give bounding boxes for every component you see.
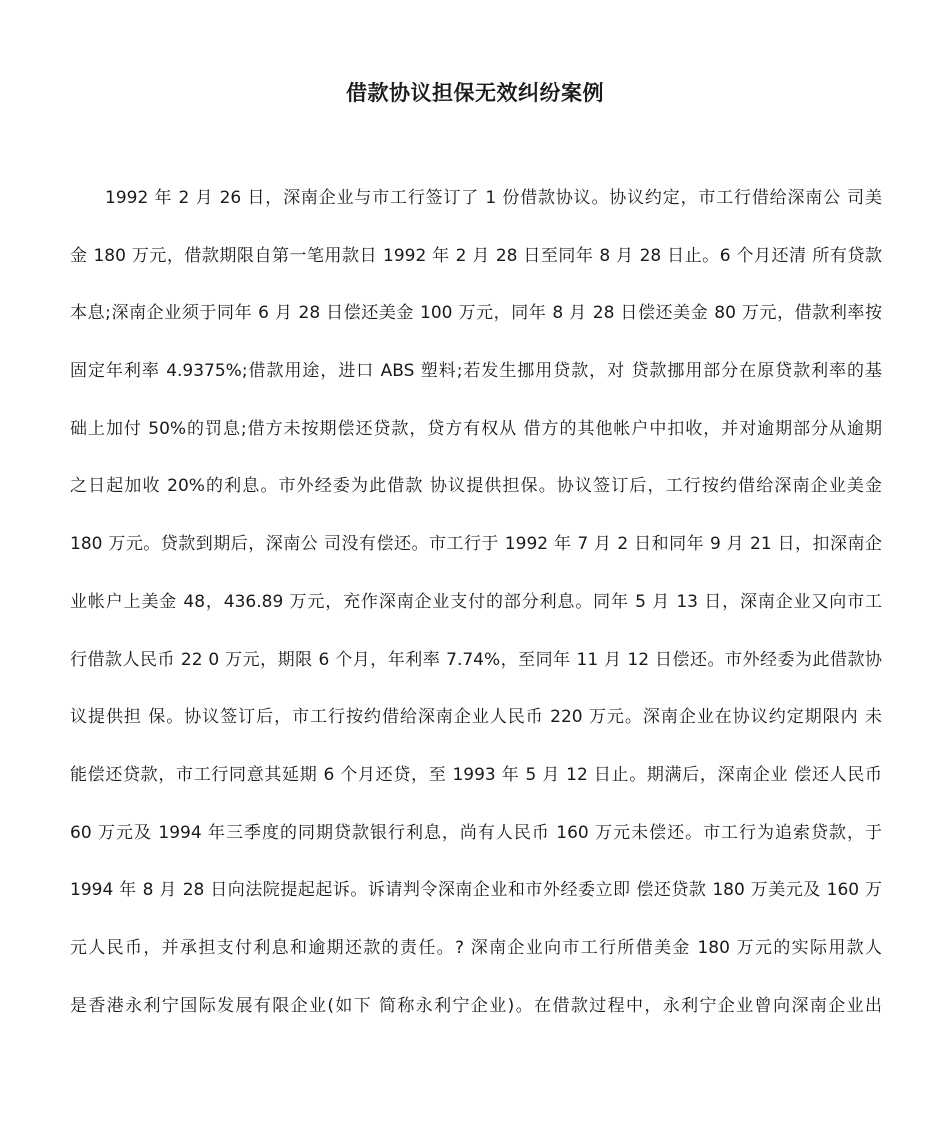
body-line: 能偿还贷款，市工行同意其延期 6 个月还贷，至 1993 年 5 月 12 日止。期满后，深南企业 偿还人民币: [70, 764, 882, 785]
body-line: 业帐户上美金 48，436.89 万元，充作深南企业支付的部分利息。同年 5 月 13 日，深南企业又向市工: [70, 591, 882, 612]
body-line: 行借款人民币 22 0 万元，期限 6 个月，年利率 7.74%，至同年 11 月 12 日偿还。市外经委为此借款协: [70, 649, 882, 670]
document-body: [70, 183, 882, 1048]
body-line: 是香港永利宁国际发展有限企业(如下 简称永利宁企业)。在借款过程中，永利宁企业曾向深南企业出: [70, 995, 882, 1016]
body-line: 1992 年 2 月 26 日，深南企业与市工行签订了 1 份借款协议。协议约定，市工行借给深南公 司美: [105, 188, 882, 208]
body-line: 1994 年 8 月 28 日向法院提起起诉。诉请判令深南企业和市外经委立即 偿还贷款 180 万美元及 160 万: [70, 880, 882, 901]
body-line: 之日起加收 20%的利息。市外经委为此借款 协议提供担保。协议签订后，工行按约借给深南企业美金: [70, 476, 882, 497]
body-line: 180 万元。贷款到期后，深南公 司没有偿还。市工行于 1992 年 7 月 2 日和同年 9 月 21 日，扣深南企: [70, 534, 882, 555]
body-line: 本息;深南企业须于同年 6 月 28 日偿还美金 100 万元，同年 8 月 28 日偿还美金 80 万元，借款利率按: [70, 303, 882, 324]
body-line: 金 180 万元，借款期限自第一笔用款日 1992 年 2 月 28 日至同年 8 月 28 日止。6 个月还清 所有贷款: [70, 245, 882, 266]
body-line: 固定年利率 4.9375%;借款用途，进口 ABS 塑料;若发生挪用贷款，对 贷款挪用部分在原贷款利率的基: [70, 361, 882, 382]
body-line: 元人民币，并承担支付利息和逾期还款的责任。? 深南企业向市工行所借美金 180 万元的实际用款人: [70, 937, 882, 958]
body-line: 60 万元及 1994 年三季度的同期贷款银行利息，尚有人民币 160 万元未偿还。市工行为追索贷款，于: [70, 822, 882, 843]
body-line: 议提供担 保。协议签订后，市工行按约借给深南企业人民币 220 万元。深南企业在协议约定期限内 未: [70, 707, 882, 728]
body-line: 础上加付 50%的罚息;借方未按期偿还贷款，贷方有权从 借方的其他帐户中扣收，并对逾期部分从逾期: [70, 418, 882, 439]
document-title: 借款协议担保无效纠纷案例: [346, 81, 604, 105]
